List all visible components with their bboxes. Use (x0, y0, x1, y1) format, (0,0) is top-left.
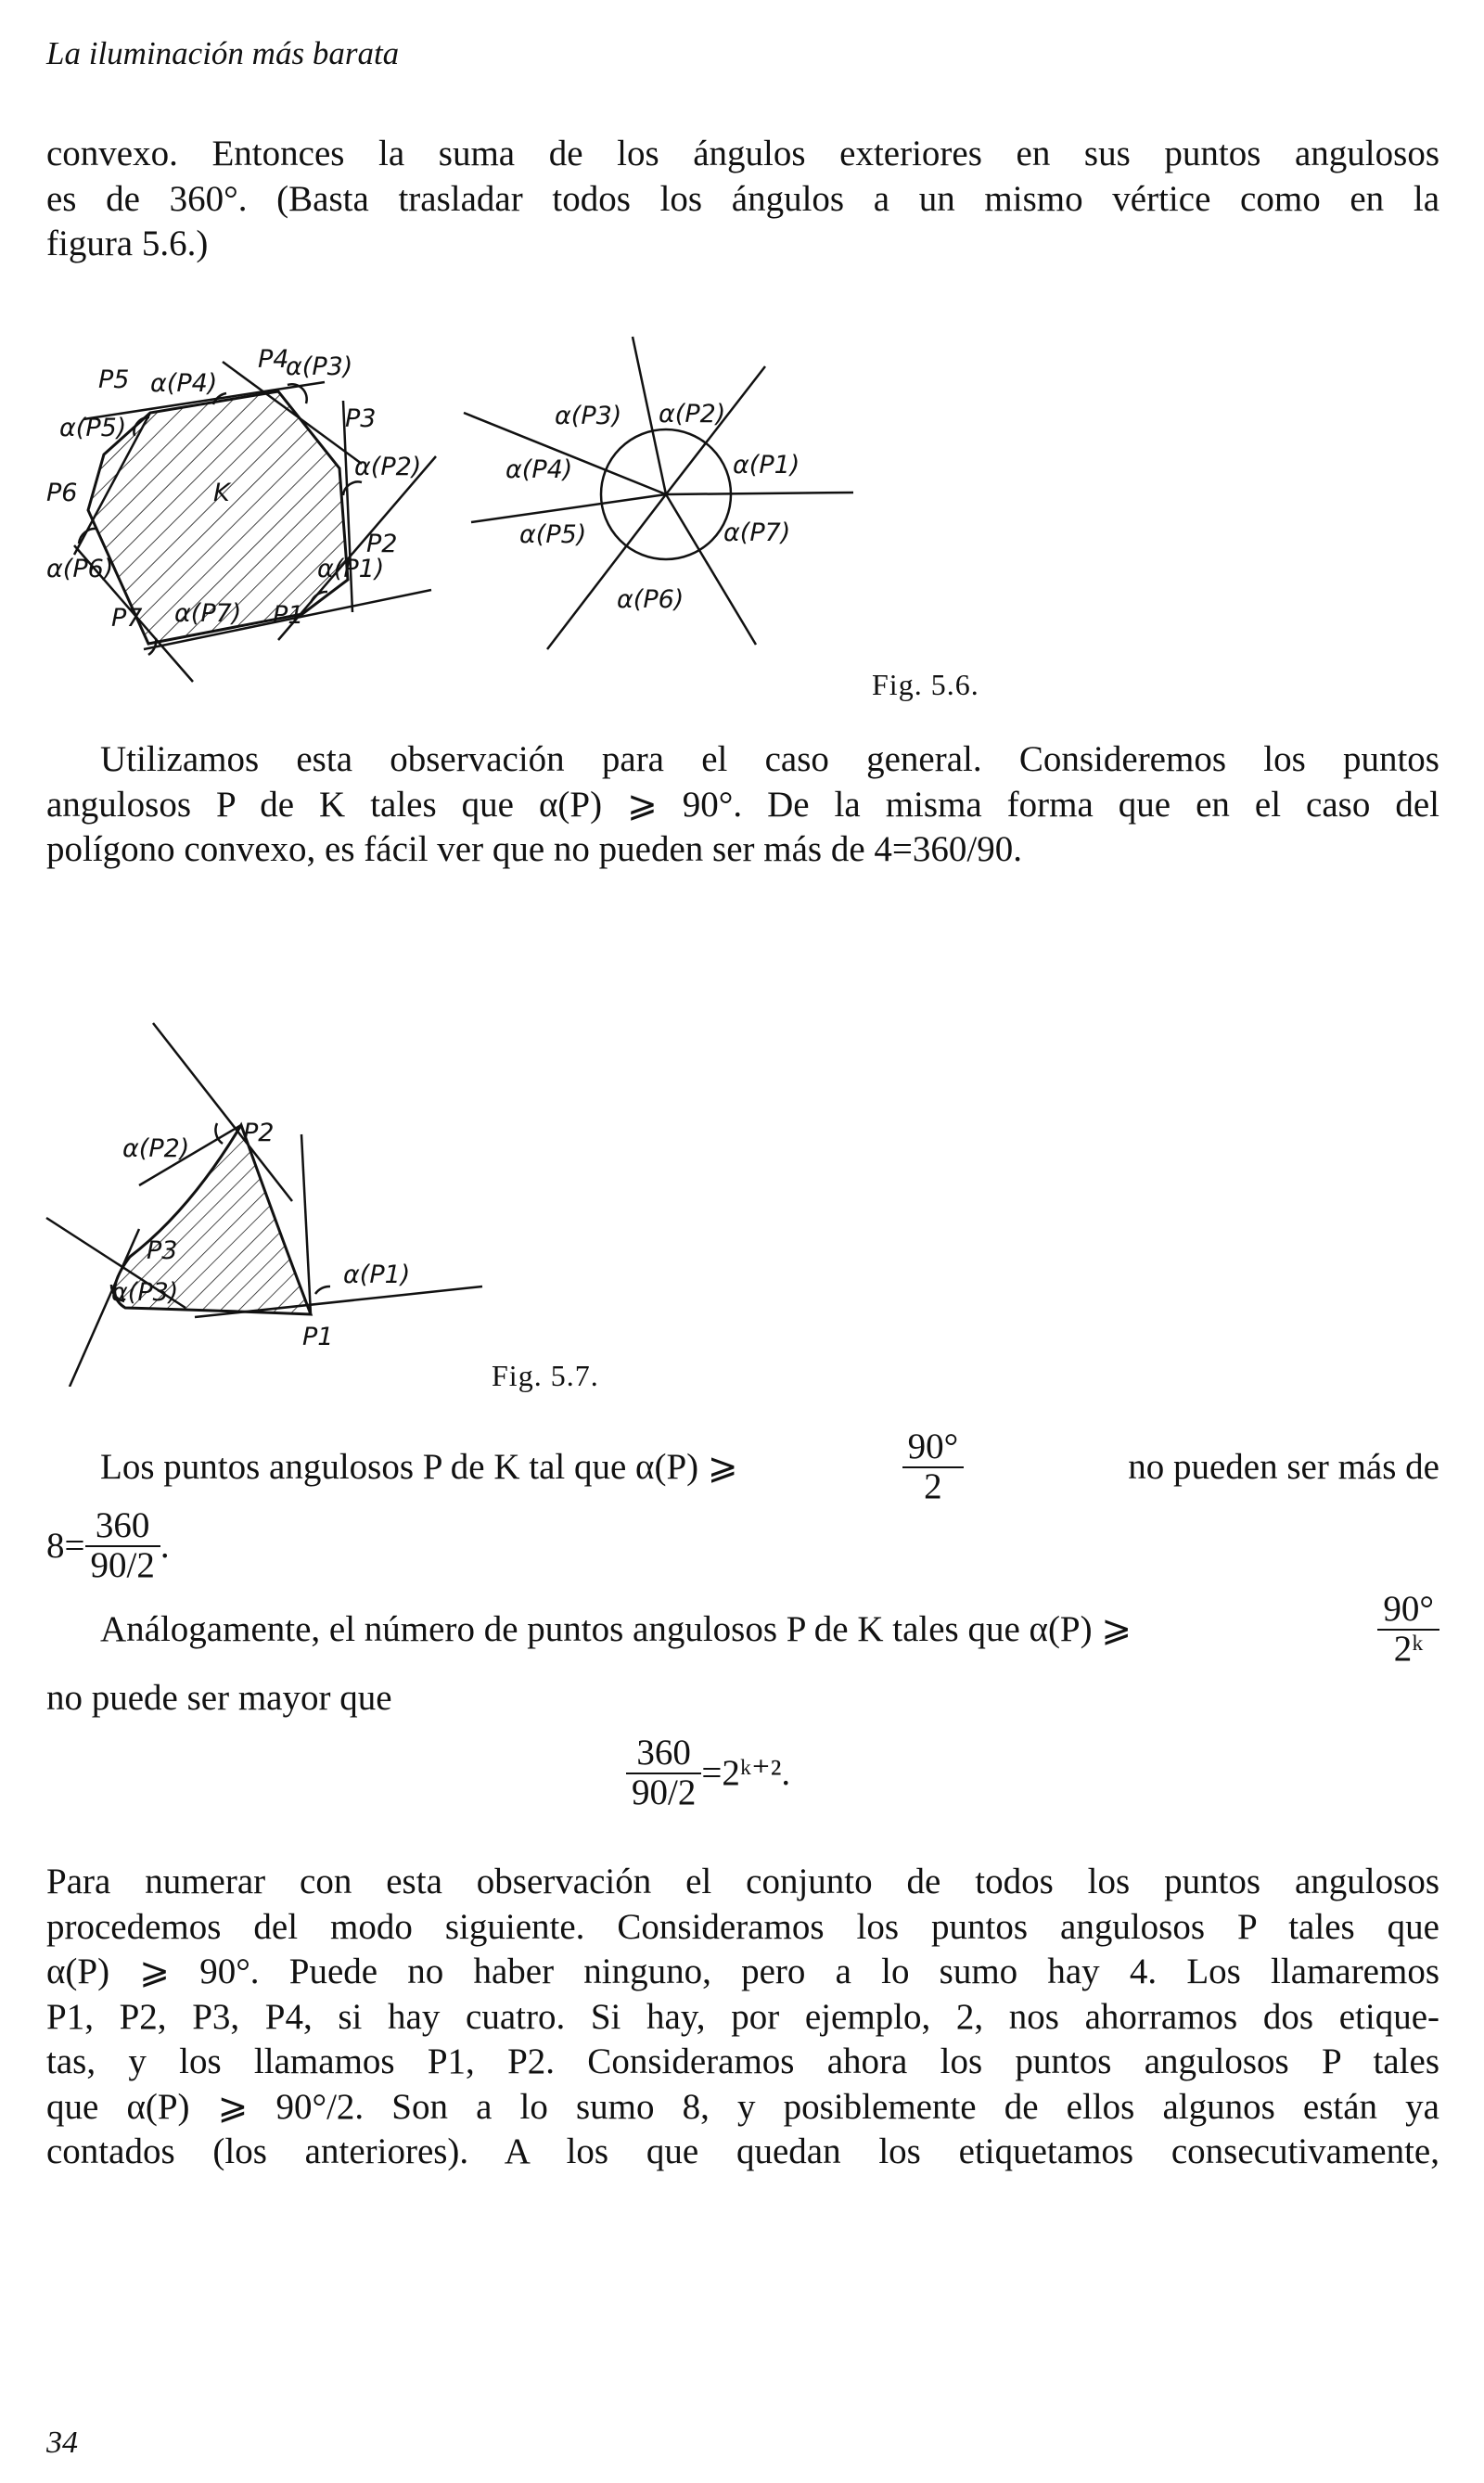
text-segment: Análogamente, el número de puntos angulosos P de K tales que α(P) ⩾ (100, 1609, 1132, 1650)
text-line: α(P) ⩾ 90°. Puede no haber ninguno, pero a lo sumo hay 4. Los llamaremos (46, 1952, 1439, 1991)
label-alpha-p3: α(P3) (286, 352, 353, 381)
angle-arc (315, 1286, 330, 1294)
label-p2: P2 (366, 530, 398, 558)
ray-line (471, 494, 666, 522)
label-p1: P1 (302, 1323, 334, 1351)
fraction-denominator: 90/2 (632, 1772, 697, 1812)
text-line: Para numerar con esta observación el conjunto de todos los puntos angulosos (46, 1862, 1439, 1901)
paragraph-3-line-2 (46, 1507, 170, 1585)
label-alpha-p1: α(P1) (733, 451, 800, 480)
label-alpha-p6: α(P6) (46, 555, 114, 583)
paragraph-4-line-1 (100, 1591, 1439, 1669)
fraction-denominator: 2ᵏ (1393, 1628, 1424, 1669)
label-alpha-p4: α(P4) (150, 369, 218, 398)
fraction-numerator: 360 (85, 1507, 160, 1547)
label-alpha-p5: α(P5) (519, 520, 587, 549)
label-alpha-p2: α(P2) (122, 1134, 190, 1163)
figure-5-6-polygon (46, 334, 454, 696)
ray-line (666, 494, 756, 645)
text-line: que α(P) ⩾ 90°/2. Son a lo sumo 8, y posiblemente de ellos algunos están ya (46, 2086, 1439, 2127)
label-alpha-p1: α(P1) (343, 1261, 411, 1289)
text-line: polígono convexo, es fácil ver que no pueden ser más de 4=360/90. (46, 829, 1022, 869)
text-line: es de 360°. (Basta trasladar todos los ángulos a un mismo vértice como en la (46, 178, 1439, 219)
label-alpha-p2: α(P2) (659, 400, 726, 429)
label-alpha-p1: α(P1) (317, 555, 385, 583)
paragraph-5 (46, 1860, 1439, 2175)
fraction-denominator: 90/2 (90, 1544, 155, 1585)
label-p4: P4 (258, 345, 289, 374)
text-segment: . (160, 1526, 170, 1567)
figure-5-6-caption: Fig. 5.6. (872, 668, 979, 701)
display-equation (626, 1734, 790, 1812)
label-alpha-p3: α(P3) (111, 1278, 179, 1307)
paragraph-2 (46, 737, 1439, 873)
label-alpha-p4: α(P4) (505, 455, 573, 484)
fraction-numerator: 90° (1377, 1591, 1439, 1631)
fraction-numerator: 360 (626, 1734, 701, 1774)
label-alpha-p2: α(P2) (354, 453, 422, 481)
edge-line (301, 1134, 311, 1314)
text-line: procedemos del modo siguiente. Consideramos los puntos angulosos P tales que (46, 1906, 1439, 1947)
label-alpha-p7: α(P7) (174, 599, 242, 628)
page-number: 34 (46, 2425, 78, 2460)
fraction-numerator: 90° (902, 1428, 965, 1468)
fraction (902, 1428, 965, 1506)
text-segment: Los puntos angulosos P de K tal que α(P) ⩾ (100, 1447, 738, 1488)
text-line: contados (los anteriores). A los que quedan los etiquetamos consecutivamente, (46, 2131, 1439, 2171)
text-line: Utilizamos esta observación para el caso general. Consideremos los puntos (100, 739, 1439, 779)
figure-5-7 (37, 1016, 501, 1387)
text-line: convexo. Entonces la suma de los ángulos exteriores en sus puntos angulosos (46, 134, 1439, 173)
ray-line (547, 494, 666, 649)
label-alpha-p5: α(P5) (59, 414, 127, 442)
text-line: figura 5.6.) (46, 224, 209, 263)
text-segment: 8= (46, 1526, 85, 1567)
label-p3: P3 (345, 404, 377, 433)
text-line: angulosos P de K tales que α(P) ⩾ 90°. De la misma forma que en el caso del (46, 784, 1439, 825)
fraction (1377, 1591, 1439, 1669)
text-segment: no pueden ser más de (1128, 1447, 1439, 1488)
fraction (626, 1734, 701, 1812)
paragraph-4-line-2: no puede ser mayor que (46, 1678, 392, 1718)
paragraph-3-line-1 (100, 1428, 1439, 1506)
label-alpha-p6: α(P6) (617, 585, 684, 614)
ray-line (666, 493, 853, 494)
label-p6: P6 (46, 479, 78, 507)
label-alpha-p3: α(P3) (555, 402, 622, 430)
label-p7: P7 (111, 604, 143, 633)
fraction-denominator: 2 (924, 1465, 942, 1506)
text-line: tas, y los llamamos P1, P2. Consideramos ahora los puntos angulosos P tales (46, 2041, 1439, 2081)
label-alpha-p7: α(P7) (723, 518, 791, 547)
equation-rhs: =2ᵏ⁺². (701, 1753, 791, 1794)
label-p1: P1 (273, 601, 304, 630)
label-k: K (213, 479, 230, 507)
running-head: La iluminación más barata (46, 35, 400, 71)
label-p5: P5 (98, 365, 130, 394)
figure-5-7-caption: Fig. 5.7. (492, 1359, 599, 1392)
text-line: P1, P2, P3, P4, si hay cuatro. Si hay, por ejemplo, 2, nos ahorramos dos etique- (46, 1996, 1439, 2037)
paragraph-1 (46, 132, 1439, 267)
fraction (85, 1507, 160, 1585)
label-p2: P2 (243, 1119, 275, 1147)
label-p3: P3 (147, 1236, 178, 1265)
figure-5-6-angles (454, 329, 872, 663)
